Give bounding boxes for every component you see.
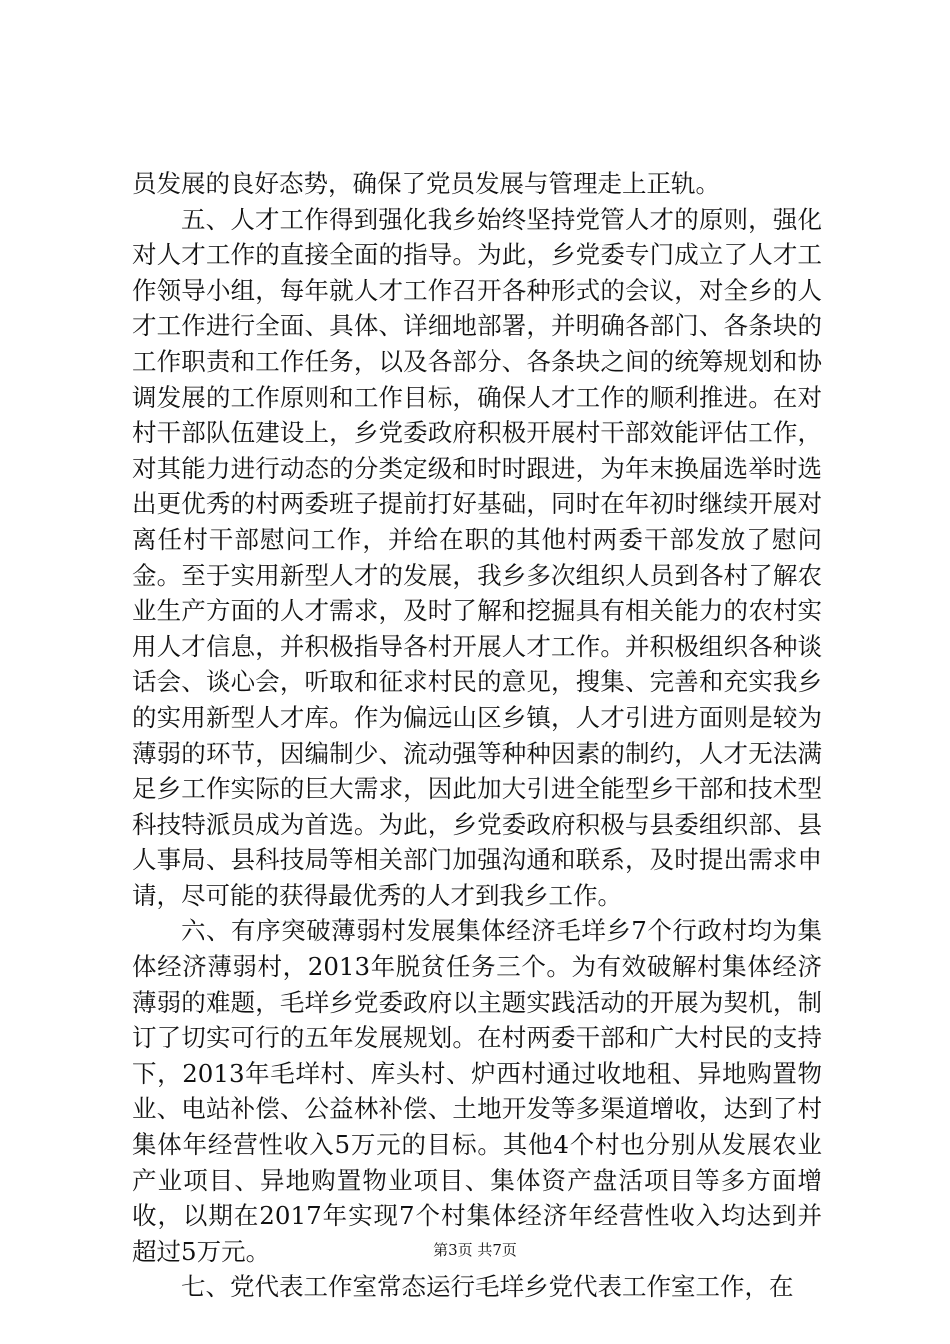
paragraph-1: 员发展的良好态势，确保了党员发展与管理走上正轨。	[132, 169, 720, 198]
document-body	[132, 166, 822, 1305]
paragraph-2: 五、人才工作得到强化我乡始终坚持党管人才的原则，强化对人才工作的直接全面的指导。为此，乡党委专门成立了人才工作领导小组，每年就人才工作召开各种形式的会议，对全乡的人才工作进行全面、具体、详细地部署，并明确各部门、各条块的工作职责和工作任务，以及各部分、各条块之间的统筹规划和协调发展的工作原则和工作目标，确保人才工作的顺利推进。在对村干部队伍建设上，乡党委政府积极开展村干部效能评估工作，对其能力进行动态的分类定级和时时跟进，为年末换届选举时选出更优秀的村两委班子提前打好基础，同时在年初时继续开展对离任村干部慰问工作，并给在职的其他村两委干部发放了慰问金。至于实用新型人才的发展，我乡多次组织人员到各村了解农业生产方面的人才需求，及时了解和挖掘具有相关能力的农村实用人才信息，并积极指导各村开展人才工作。并积极组织各种谈话会、谈心会，听取和征求村民的意见，搜集、完善和充实我乡的实用新型人才库。作为偏远山区乡镇，人才引进方面则是较为薄弱的环节，因编制少、流动强等种种因素的制约，人才无法满足乡工作实际的巨大需求，因此加大引进全能型乡干部和技术型科技特派员成为首选。为此，乡党委政府积极与县委组织部、县人事局、县科技局等相关部门加强沟通和联系，及时提出需求申请，尽可能的获得最优秀的人才到我乡工作。	[132, 204, 822, 910]
page-footer: 第3页 共7页	[433, 1241, 517, 1259]
paragraph-3: 六、有序突破薄弱村发展集体经济毛垟乡7个行政村均为集体经济薄弱村，2013年脱贫任务三个。为有效破解村集体经济薄弱的难题，毛垟乡党委政府以主题实践活动的开展为契机，制订了切实可行的五年发展规划。在村两委干部和广大村民的支持下，2013年毛垟村、库头村、炉西村通过收地租、异地购置物业、电站补偿、公益林补偿、土地开发等多渠道增收，达到了村集体年经营性收入5万元的目标。其他4个村也分别从发展农业产业项目、异地购置物业项目、集体资产盘活项目等多方面增收，以期在2017年实现7个村集体经济年经营性收入均达到并超过5万元。	[132, 916, 822, 1266]
paragraph-4: 七、党代表工作室常态运行毛垟乡党代表工作室工作，在	[181, 1272, 794, 1302]
